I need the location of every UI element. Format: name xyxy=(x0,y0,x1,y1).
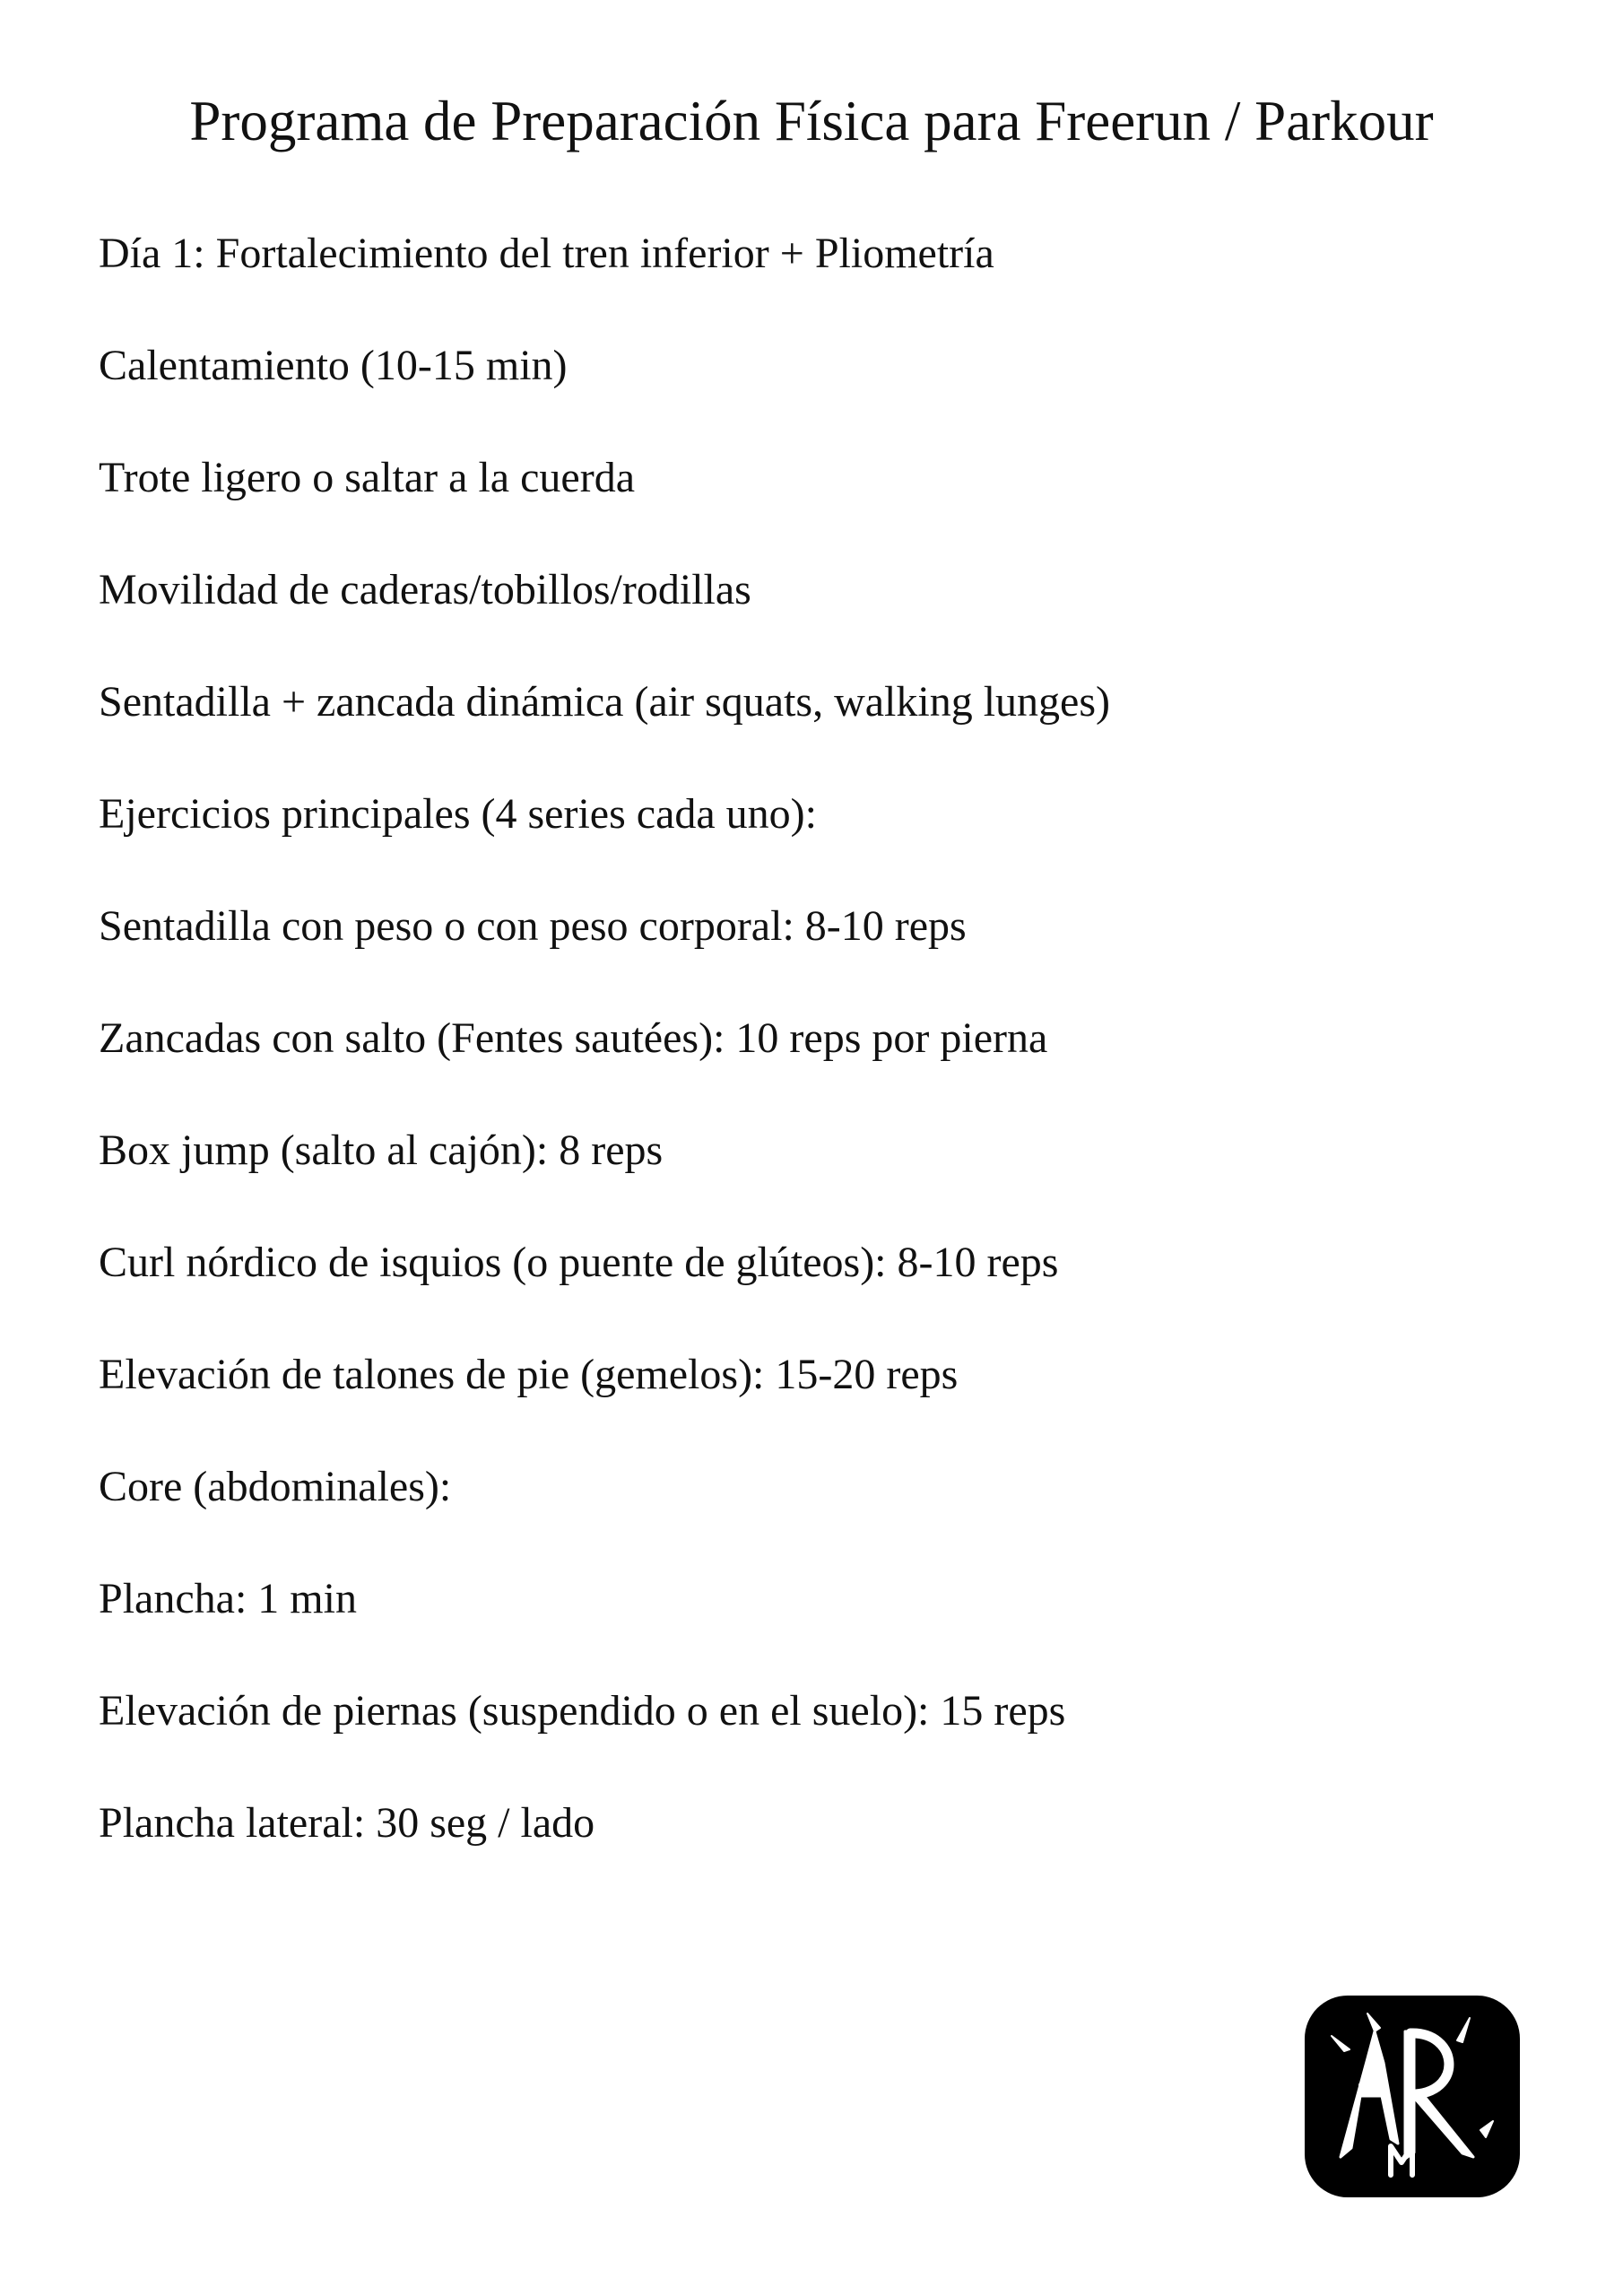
list-item: Curl nórdico de isquios (o puente de glúteos): 8-10 reps xyxy=(99,1239,1059,1286)
main-exercises-heading: Ejercicios principales (4 series cada uno): xyxy=(99,790,817,838)
list-item: Zancadas con salto (Fentes sautées): 10 reps por pierna xyxy=(99,1014,1048,1062)
warmup-heading: Calentamiento (10-15 min) xyxy=(99,342,568,389)
page-title: Programa de Preparación Física para Freerun / Parkour xyxy=(189,90,1434,152)
day-heading: Día 1: Fortalecimiento del tren inferior + Pliometría xyxy=(99,230,994,277)
list-item: Trote ligero o saltar a la cuerda xyxy=(99,454,636,501)
list-item: Movilidad de caderas/tobillos/rodillas xyxy=(99,566,751,613)
core-heading: Core (abdominales): xyxy=(99,1463,452,1510)
list-item: Sentadilla con peso o con peso corporal: 8-10 reps xyxy=(99,902,967,950)
list-item: Elevación de talones de pie (gemelos): 15-20 reps xyxy=(99,1351,959,1398)
arm-logo-icon xyxy=(1305,1996,1520,2197)
list-item: Elevación de piernas (suspendido o en el suelo): 15 reps xyxy=(99,1687,1066,1735)
list-item: Sentadilla + zancada dinámica (air squats, walking lunges) xyxy=(99,678,1111,726)
exercise-list xyxy=(99,220,1110,1901)
list-item: Plancha lateral: 30 seg / lado xyxy=(99,1799,595,1847)
list-item: Box jump (salto al cajón): 8 reps xyxy=(99,1126,664,1174)
list-item: Plancha: 1 min xyxy=(99,1575,357,1622)
